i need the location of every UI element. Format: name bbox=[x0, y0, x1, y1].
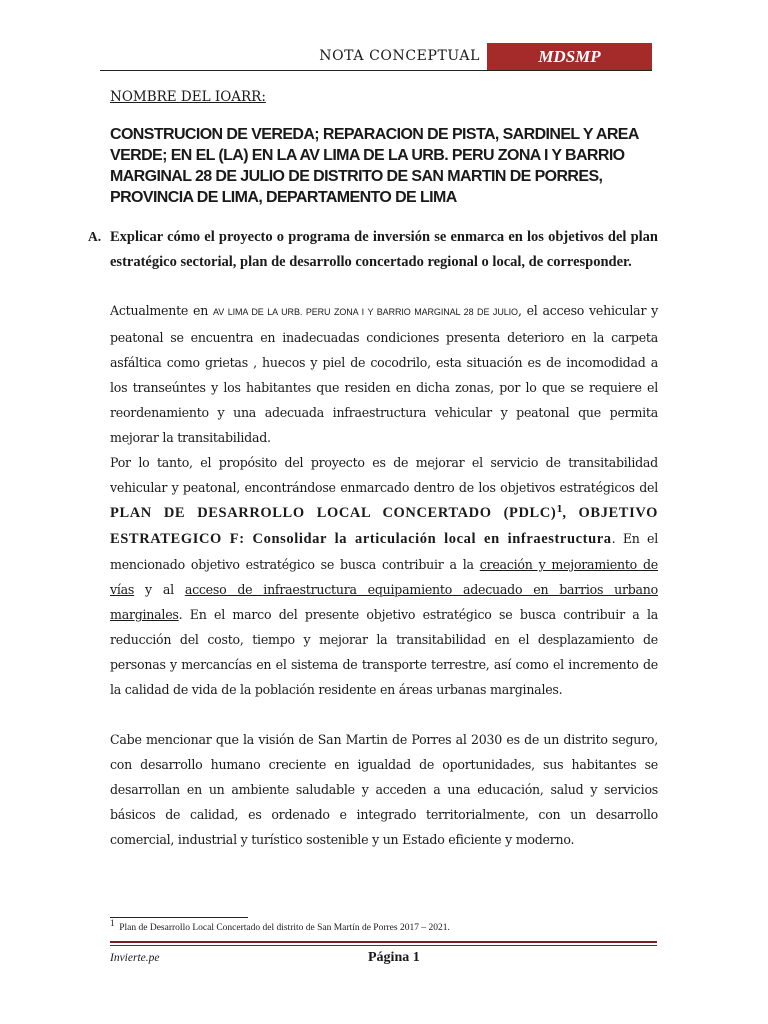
para1-rest: , el acceso vehicular y peatonal se encuentra en inadecuadas condiciones presenta deterioro en la carpeta asfáltica como grietas , huecos y piel de cocodrilo, esta situación es de incomodidad a los transeúntes y los habitantes que residen en dicha zonas, por lo que se requiere el reordenamiento y una adecuada infraestructura vehicular y peatonal que permita mejorar la transitabilidad. bbox=[110, 303, 658, 445]
footnote-rule bbox=[110, 917, 248, 918]
page-number: Página 1 bbox=[368, 950, 420, 965]
footnote-text: Plan de Desarrollo Local Concertado del distrito de San Martín de Porres 2017 – 2021. bbox=[119, 923, 450, 934]
footer-rule-thin bbox=[110, 945, 657, 946]
footer-left-label: Invierte.pe bbox=[110, 952, 160, 964]
project-title: CONSTRUCION DE VEREDA; REPARACION DE PISTA, SARDINEL Y AREA VERDE; EN EL (LA) EN LA AV LIMA DE LA URB. PERU ZONA I Y BARRIO MARGINAL 28 DE JULIO DE DISTRITO DE SAN MARTIN DE PORRES, PROVINCIA DE LIMA, DEPARTAMENTO DE LIMA bbox=[110, 126, 639, 206]
ioarr-label: NOMBRE DEL IOARR: bbox=[110, 89, 266, 105]
para2-text1: Por lo tanto, el propósito del proyecto es de mejorar el servicio de transitabilidad vehicular y peatonal, encontrándose enmarcado dentro de los objetivos estratégicos del bbox=[110, 455, 658, 495]
para2-text3: y al bbox=[134, 582, 185, 597]
para2-link-acceso: acceso de infraestructura equipamiento adecuado en barrios urbano marginales bbox=[110, 582, 658, 622]
para2-objetivo: , OBJETIVO ESTRATEGICO F: Consolidar la articulación local en infraestructura bbox=[110, 505, 658, 547]
para2-text2: . En el mencionado objetivo estratégico se busca contribuir a la bbox=[110, 531, 659, 572]
header-rule bbox=[100, 70, 652, 71]
para1-prefix: Actualmente en bbox=[110, 303, 214, 318]
header-title: NOTA CONCEPTUAL bbox=[319, 48, 480, 64]
footnote-number: 1 bbox=[110, 918, 115, 928]
footer-rule-thick bbox=[110, 941, 657, 943]
para2-plan: PLAN DE DESARROLLO LOCAL CONCERTADO (PDLC) bbox=[110, 505, 557, 521]
paragraph-strategic-objective bbox=[110, 450, 658, 702]
footnote bbox=[110, 918, 450, 934]
footnote-ref: 1 bbox=[556, 504, 563, 515]
para2-text4: . En el marco del presente objetivo estratégico se busca contribuir a la reducción del costo, tiempo y mejorar la transitabilidad en el desplazamiento de personas y mercancías en el sistema de transporte terrestre, así como el incremento de la calidad de vida de la población residente en áreas urbanas marginales. bbox=[110, 607, 658, 697]
para2-link-vias: creación y mejoramiento de vías bbox=[110, 557, 658, 597]
header-badge: MDSMP bbox=[487, 43, 652, 71]
section-question: Explicar cómo el proyecto o programa de inversión se enmarca en los objetivos del plan estratégico sectorial, plan de desarrollo concertado regional o local, de corresponder. bbox=[110, 229, 658, 270]
paragraph-vision: Cabe mencionar que la visión de San Martin de Porres al 2030 es de un distrito seguro, con desarrollo humano creciente en igualdad de oportunidades, sus habitantes se desarrollan en un ambiente saludable y acceden a una educación, salud y servicios básicos de calidad, es ordenado e integrado territorialmente, con un desarrollo comercial, industrial y turístico sostenible y un Estado eficiente y moderno. bbox=[110, 732, 658, 847]
section-letter: A. bbox=[88, 229, 102, 244]
paragraph-current-situation bbox=[110, 298, 658, 450]
para1-location: AV LIMA DE LA URB. PERU ZONA I Y BARRIO MARGINAL 28 DE JULIO bbox=[213, 307, 518, 317]
